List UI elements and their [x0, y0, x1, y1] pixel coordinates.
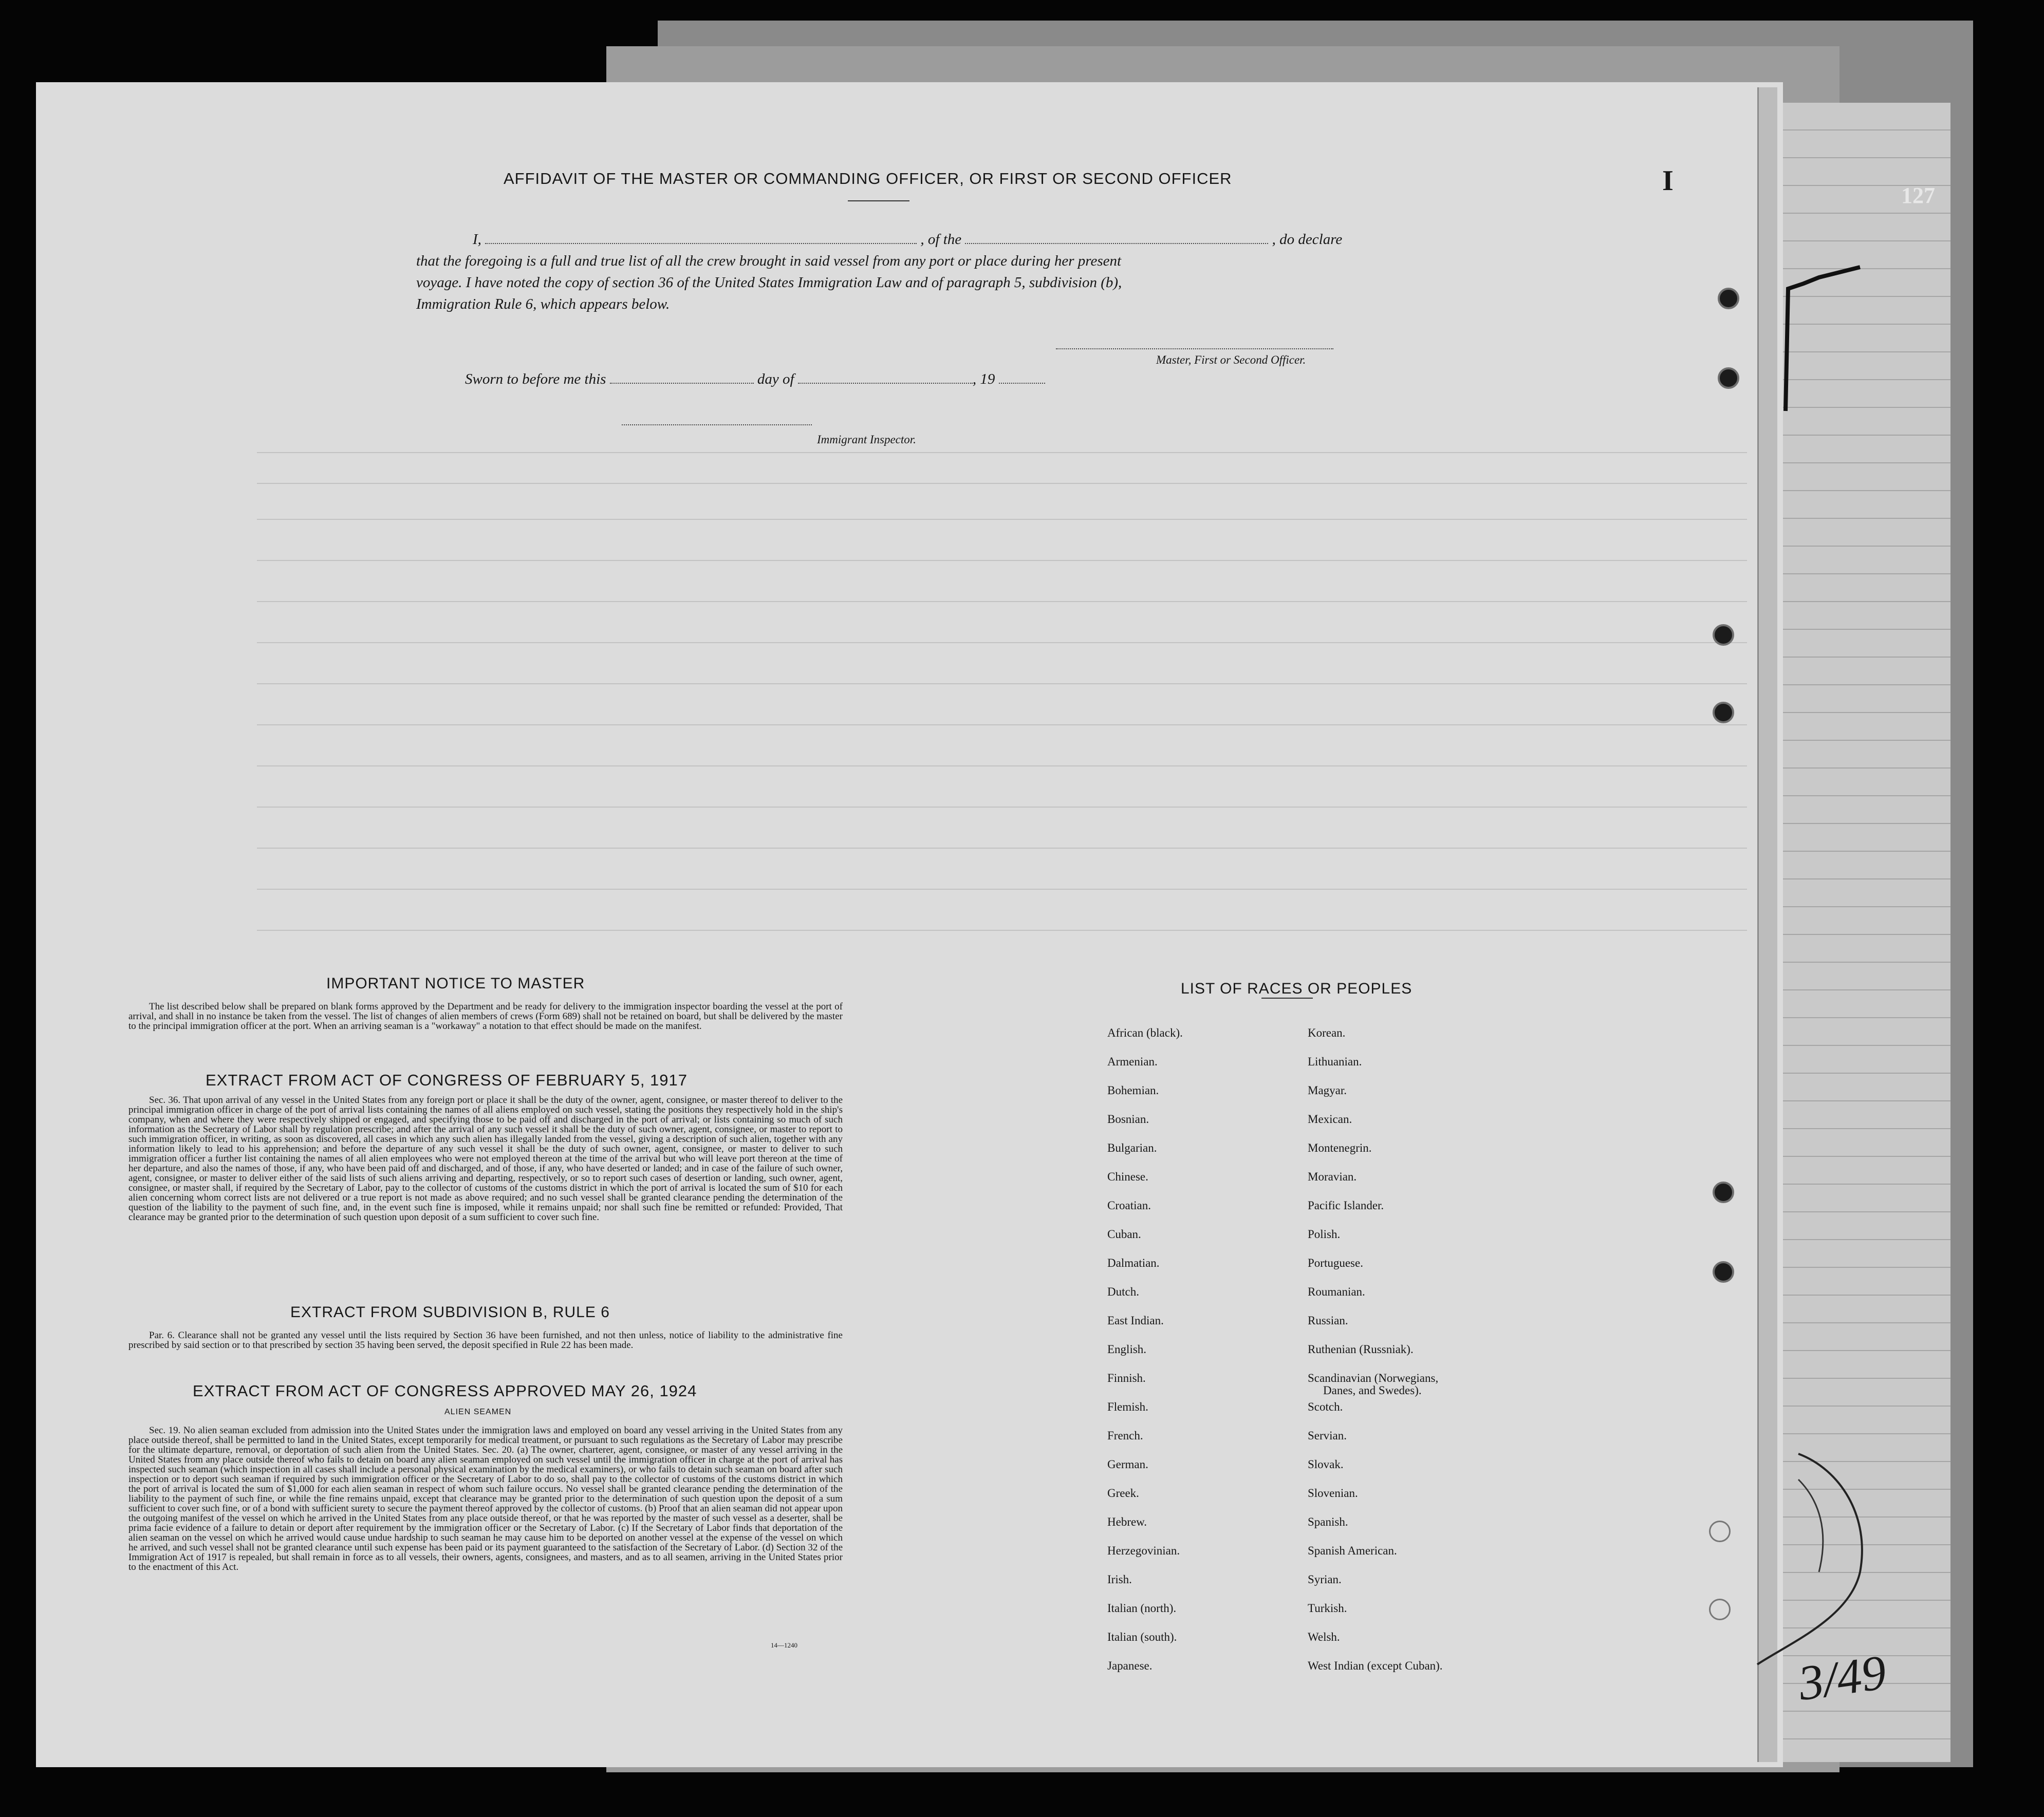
race-item: Turkish.	[1308, 1602, 1347, 1615]
notice-title: IMPORTANT NOTICE TO MASTER	[326, 975, 585, 992]
race-item: Cuban.	[1107, 1228, 1141, 1241]
inspector-line[interactable]	[622, 424, 812, 425]
race-item: Finnish.	[1107, 1372, 1146, 1384]
race-item: Italian (south).	[1107, 1631, 1177, 1643]
race-item: Dalmatian.	[1107, 1257, 1160, 1269]
race-item: Irish.	[1107, 1573, 1132, 1586]
extract-rule6-title: EXTRACT FROM SUBDIVISION B, RULE 6	[290, 1304, 610, 1321]
bleed-through-row	[257, 683, 1747, 684]
bleed-through-row	[257, 848, 1747, 849]
name-blank[interactable]	[485, 243, 917, 244]
race-item-label: Scandinavian (Norwegians,	[1308, 1372, 1439, 1384]
race-item: Bulgarian.	[1107, 1141, 1157, 1154]
race-item: Spanish American.	[1308, 1544, 1397, 1557]
race-item: Bosnian.	[1107, 1113, 1149, 1126]
race-item: Roumanian.	[1308, 1285, 1365, 1298]
affidavit-title: AFFIDAVIT OF THE MASTER OR COMMANDING OFFICER, OR FIRST OR SECOND OFFICER	[504, 170, 1232, 188]
race-item: Armenian.	[1107, 1055, 1158, 1068]
race-item: Pacific Islander.	[1308, 1199, 1384, 1212]
bleed-through-row	[257, 807, 1747, 808]
extract-1917-text: Sec. 36. That upon arrival of any vessel in the United States from any foreign port or place it shall be the duty of the owner, agent, consignee, or master thereof to deliver to the principal immigration officer in charge of the port of arrival lists containing the names of all aliens employed on such vessel, stating the positions they respectively hold in the ship's company, when and where they were respectively shipped or engaged, and specifying those to be paid off and discharged in the port of arrival; or lists containing so much of such information as the Secretary of Labor shall by regulation prescribe; and after the arrival of any such vessel it shall be the duty of such owner, agent, consignee, or master to report to such immigration officer, in writing, as soon as discovered, all cases in which any such alien has illegally landed from the vessel, giving a description of such alien, together with any information likely to lead to his apprehension; and before the departure of any such vessel it shall be the duty of such owner, agent, consignee, or master to deliver to such immigration officer a further list containing the names of all alien employees who were not employed thereon at the time of the arrival but who will leave port thereon at the time of her departure, and also the names of those, if any, who have been paid off and discharged, and of those, if any, who have deserted or landed; and in case of the failure of such owner, agent, consignee, or master to deliver either of the said lists of such aliens arriving and departing, respectively, or so to report such cases of desertion or landing, such owner, agent, consignee, or master shall, if required by the Secretary of Labor, pay to the collector of customs of the customs district in which the port of arrival is located the sum of $10 for each alien concerning whom correct lists are not delivered or a true report is not made as above required; and no such vessel shall be granted clearance pending the determination of the question of the liability to the payment of such fine, and, in the event such fine is imposed, while it remains unpaid; nor shall such fine be remitted or refunded: Provided, That clearance may be granted prior to the determination of such question upon deposit of a sum sufficient to cover such fine.	[128, 1095, 843, 1223]
bleed-through-row	[257, 483, 1747, 484]
race-item: Ruthenian (Russniak).	[1308, 1343, 1414, 1356]
title-rule	[848, 200, 909, 201]
sworn-line: Sworn to before me this day of , 19	[465, 371, 1045, 388]
notice-text: The list described below shall be prepared on blank forms approved by the Department and be ready for delivery to the immigration inspector boarding the vessel at the port of arrival, and shall in no instance be taken from the vessel. The list of changes of alien members of crews (Form 689) shall not be retained on board, but shall be delivered by the master to the principal immigration officer at the port. When an arriving seaman is a "workaway" a notation to that effect should be made on the manifest.	[128, 1001, 843, 1032]
race-item-continuation: Danes, and Swedes).	[1323, 1384, 1422, 1397]
handwritten-mark: I	[1662, 165, 1674, 197]
race-item: Lithuanian.	[1308, 1055, 1362, 1068]
race-item	[1308, 1372, 1443, 1400]
extract-rule6-text: Par. 6. Clearance shall not be granted any vessel until the lists required by Section 36 have been furnished, and not then unless, notice of liability to the administrative fine prescribed by said section or to that prescribed by section 35 having been served, the deposit specified in Rule 22 has been made.	[128, 1330, 843, 1351]
affidavit-line-2: that the foregoing is a full and true list of all the crew brought in said vessel from any port or place during her present	[416, 253, 1122, 269]
race-item: Spanish.	[1308, 1515, 1348, 1528]
race-item: East Indian.	[1107, 1314, 1164, 1327]
race-item: Slovenian.	[1308, 1487, 1358, 1500]
bleed-through-row	[257, 601, 1747, 602]
race-item: Dutch.	[1107, 1285, 1139, 1298]
race-item: Herzegovinian.	[1107, 1544, 1180, 1557]
form-number: 14—1240	[771, 1641, 797, 1649]
race-item: English.	[1107, 1343, 1147, 1356]
bleed-through-row	[257, 560, 1747, 561]
affidavit-line-1: I, , of the , do declare	[473, 231, 1343, 248]
bleed-through-row	[257, 724, 1747, 725]
race-item: West Indian (except Cuban).	[1308, 1659, 1443, 1672]
signature-label: Master, First or Second Officer.	[1156, 353, 1306, 366]
race-item: Korean.	[1308, 1026, 1346, 1039]
extract-1924-text: Sec. 19. No alien seaman excluded from admission into the United States under the immigration laws and employed on board any vessel arriving in the United States from any place outside thereof, shall be permitted to land in the United States, except temporarily for medical treatment, or pursuant to such regulations as the Secretary of Labor may prescribe for the ultimate departure, removal, or deportation of such alien from the United States. Sec. 20. (a) The owner, charterer, agent, consignee, or master of any vessel arriving in the United States from any place outside thereof who fails to detain on board any alien seaman employed on such vessel until the immigration officer in charge at the port of arrival has inspected such seaman (which inspection in all cases shall include a personal physical examination by the medical examiners), or who fails to detain such seaman on board after such inspection or to deport such seaman if required by such immigration officer or the Secretary of Labor to do so, shall pay to the collector of customs of the customs district in which the port of arrival is located the sum of $1,000 for each alien seaman in respect of whom such failure occurs. No vessel shall be granted clearance pending the determination of the liability to the payment of such fine, or while the fine remains unpaid, except that clearance may be granted prior to the determination of such question upon the deposit of a sum sufficient to cover such fine, or of a bond with sufficient surety to secure the payment thereof approved by the collector of customs. (b) Proof that an alien seaman did not appear upon the outgoing manifest of the vessel on which he arrived in the United States from any place outside thereof, or that he was reported by the master of such vessel as a deserter, shall be prima facie evidence of a failure to detain or deport after requirement by the immigration officer or the Secretary of Labor. (c) If the Secretary of Labor finds that deportation of the alien seaman on the vessel on which he arrived would cause undue hardship to such seaman he may cause him to be deported on another vessel at the expense of the vessel on which he arrived, and such vessel shall not be granted clearance until such expense has been paid or its payment guaranteed to the satisfaction of the Secretary of Labor. (d) Section 32 of the Immigration Act of 1917 is repealed, but shall remain in force as to all vessels, their owners, agents, consignees, and masters, and as to all seamen, arriving in the United States prior to the enactment of this Act.	[128, 1425, 843, 1572]
race-item: Russian.	[1308, 1314, 1348, 1327]
race-item: Syrian.	[1308, 1573, 1342, 1586]
race-item: French.	[1107, 1429, 1143, 1442]
race-item: Japanese.	[1107, 1659, 1153, 1672]
extract-1924-title: EXTRACT FROM ACT OF CONGRESS APPROVED MAY 26, 1924	[193, 1382, 697, 1400]
pencil-marks	[1634, 257, 1901, 1777]
race-item: Moravian.	[1308, 1170, 1357, 1183]
bleed-through-row	[257, 930, 1747, 931]
race-item: Scotch.	[1308, 1400, 1343, 1413]
races-right-column	[1308, 1026, 1443, 1688]
extract-1924-subtitle: ALIEN SEAMEN	[444, 1408, 512, 1416]
bleed-through-row	[257, 765, 1747, 766]
signature-line[interactable]	[1056, 348, 1333, 349]
inspector-label: Immigrant Inspector.	[817, 433, 916, 446]
affidavit-line-3: voyage. I have noted the copy of section 36 of the United States Immigration Law and of paragraph 5, subdivision (b),	[416, 274, 1122, 291]
races-title: LIST OF RACES OR PEOPLES	[1181, 980, 1413, 997]
page-number: 127	[1901, 183, 1935, 208]
handwritten-note: 3/49	[1795, 1644, 1890, 1711]
race-item: Mexican.	[1308, 1113, 1352, 1126]
race-item: African (black).	[1107, 1026, 1183, 1039]
sworn-day-blank[interactable]	[610, 383, 754, 384]
sworn-year-blank[interactable]	[999, 383, 1045, 384]
bleed-through-row	[257, 889, 1747, 890]
race-item: Chinese.	[1107, 1170, 1148, 1183]
race-item: Flemish.	[1107, 1400, 1148, 1413]
race-item: Greek.	[1107, 1487, 1139, 1500]
race-item: Welsh.	[1308, 1631, 1340, 1643]
extract-1917-title: EXTRACT FROM ACT OF CONGRESS OF FEBRUARY 5, 1917	[206, 1071, 688, 1089]
race-item: Hebrew.	[1107, 1515, 1147, 1528]
race-item: Servian.	[1308, 1429, 1347, 1442]
race-item: Portuguese.	[1308, 1257, 1363, 1269]
race-item: Polish.	[1308, 1228, 1341, 1241]
races-left-column	[1107, 1026, 1183, 1688]
race-item: Slovak.	[1308, 1458, 1344, 1471]
race-item: Bohemian.	[1107, 1084, 1159, 1097]
race-item: Croatian.	[1107, 1199, 1151, 1212]
race-item: German.	[1107, 1458, 1148, 1471]
sworn-month-blank[interactable]	[798, 383, 973, 384]
bleed-through-row	[257, 519, 1747, 520]
races-title-rule	[1261, 998, 1313, 999]
affidavit-line-4: Immigration Rule 6, which appears below.	[416, 296, 670, 312]
bleed-through-row	[257, 452, 1747, 453]
vessel-blank[interactable]	[965, 243, 1268, 244]
race-item: Italian (north).	[1107, 1602, 1177, 1615]
race-item: Montenegrin.	[1308, 1141, 1372, 1154]
race-item: Magyar.	[1308, 1084, 1347, 1097]
bleed-through-row	[257, 642, 1747, 643]
